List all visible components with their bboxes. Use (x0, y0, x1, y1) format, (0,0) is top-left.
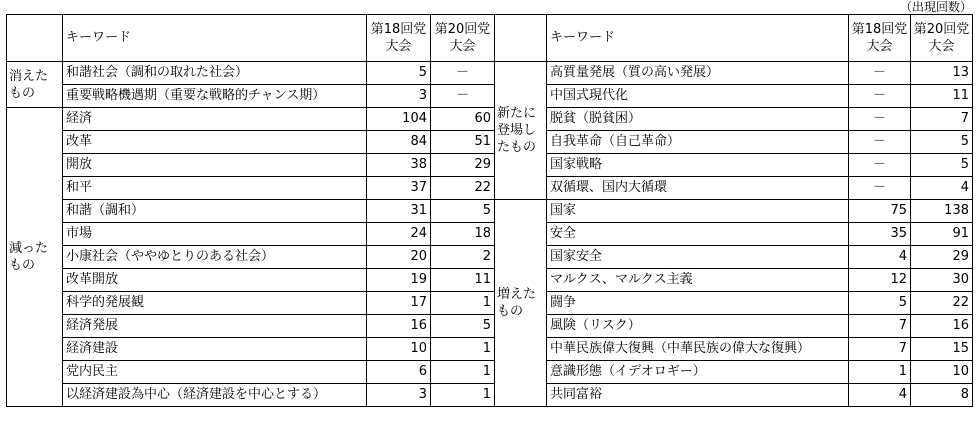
group-label-increased: 増えたもの (495, 200, 547, 407)
count-18th-cell: － (849, 62, 911, 85)
header-keyword-left: キーワード (63, 15, 367, 62)
keyword-cell: 高質量発展（質の高い発展） (547, 62, 849, 85)
keyword-cell: 以経済建設為中心（経済建設を中心とする） (63, 384, 367, 407)
count-20th-cell: 18 (431, 223, 495, 246)
keyword-cell: 安全 (547, 223, 849, 246)
count-20th-cell: 30 (911, 269, 973, 292)
unit-label: （出現回数） (899, 0, 972, 14)
table-row (7, 62, 973, 85)
header-group-left (7, 15, 63, 62)
count-18th-cell: 24 (367, 223, 431, 246)
count-20th-cell: 22 (911, 292, 973, 315)
keyword-cell: 開放 (63, 154, 367, 177)
keyword-cell: 闘争 (547, 292, 849, 315)
table-row (7, 315, 973, 338)
count-18th-cell: 6 (367, 361, 431, 384)
table-body (7, 62, 973, 407)
table-row (7, 361, 973, 384)
count-20th-cell: 11 (911, 85, 973, 108)
count-20th-cell: 60 (431, 108, 495, 131)
keyword-cell: 経済 (63, 108, 367, 131)
header-col20-right: 第20回党大会 (911, 15, 973, 62)
count-20th-cell: 1 (431, 292, 495, 315)
keyword-cell: 中国式現代化 (547, 85, 849, 108)
count-20th-cell: 22 (431, 177, 495, 200)
count-18th-cell: 31 (367, 200, 431, 223)
count-18th-cell: 16 (367, 315, 431, 338)
keyword-cell: 小康社会（ややゆとりのある社会） (63, 246, 367, 269)
keyword-cell: 和諧社会（調和の取れた社会） (63, 62, 367, 85)
keyword-cell: 国家戦略 (547, 154, 849, 177)
table-row (7, 269, 973, 292)
keyword-cell: 市場 (63, 223, 367, 246)
keyword-cell: 意識形態（イデオロギー） (547, 361, 849, 384)
table-row (7, 223, 973, 246)
table-row (7, 131, 973, 154)
count-20th-cell: 29 (911, 246, 973, 269)
count-20th-cell: 2 (431, 246, 495, 269)
header-keyword-right: キーワード (547, 15, 849, 62)
count-18th-cell: 4 (849, 246, 911, 269)
keyword-cell: 国家安全 (547, 246, 849, 269)
count-20th-cell: 16 (911, 315, 973, 338)
keyword-cell: 和平 (63, 177, 367, 200)
count-18th-cell: 3 (367, 85, 431, 108)
count-20th-cell: 5 (911, 154, 973, 177)
count-18th-cell: 10 (367, 338, 431, 361)
count-18th-cell: 35 (849, 223, 911, 246)
keyword-comparison-table (6, 14, 973, 407)
count-20th-cell: 8 (911, 384, 973, 407)
keyword-cell: 経済建設 (63, 338, 367, 361)
keyword-cell: 経済発展 (63, 315, 367, 338)
count-18th-cell: 7 (849, 338, 911, 361)
count-20th-cell: 4 (911, 177, 973, 200)
count-18th-cell: 104 (367, 108, 431, 131)
count-18th-cell: 1 (849, 361, 911, 384)
count-18th-cell: － (849, 85, 911, 108)
keyword-cell: 改革 (63, 131, 367, 154)
keyword-cell: 自我革命（自己革命） (547, 131, 849, 154)
count-18th-cell: 4 (849, 384, 911, 407)
group-label-new: 新たに登場したもの (495, 62, 547, 200)
table-row (7, 292, 973, 315)
count-18th-cell: － (849, 131, 911, 154)
header-col18-right: 第18回党大会 (849, 15, 911, 62)
count-20th-cell: 51 (431, 131, 495, 154)
count-20th-cell: 13 (911, 62, 973, 85)
count-18th-cell: 5 (849, 292, 911, 315)
keyword-cell: 中華民族偉大復興（中華民族の偉大な復興） (547, 338, 849, 361)
count-20th-cell: 7 (911, 108, 973, 131)
count-20th-cell: － (431, 85, 495, 108)
count-18th-cell: 7 (849, 315, 911, 338)
keyword-cell: 和諧（調和） (63, 200, 367, 223)
table-row (7, 154, 973, 177)
table-row (7, 177, 973, 200)
keyword-cell: 国家 (547, 200, 849, 223)
count-18th-cell: 20 (367, 246, 431, 269)
keyword-cell: 風険（リスク） (547, 315, 849, 338)
count-18th-cell: － (849, 177, 911, 200)
count-18th-cell: 75 (849, 200, 911, 223)
table-row (7, 85, 973, 108)
count-18th-cell: － (849, 108, 911, 131)
count-20th-cell: 10 (911, 361, 973, 384)
keyword-cell: 双循環、国内大循環 (547, 177, 849, 200)
keyword-cell: 脱貧（脱貧困） (547, 108, 849, 131)
count-20th-cell: 5 (431, 315, 495, 338)
table-row (7, 384, 973, 407)
count-20th-cell: 91 (911, 223, 973, 246)
count-18th-cell: 17 (367, 292, 431, 315)
count-18th-cell: 19 (367, 269, 431, 292)
count-20th-cell: 138 (911, 200, 973, 223)
keyword-cell: 科学的発展観 (63, 292, 367, 315)
count-20th-cell: 1 (431, 361, 495, 384)
count-20th-cell: 29 (431, 154, 495, 177)
count-20th-cell: 1 (431, 384, 495, 407)
count-18th-cell: 12 (849, 269, 911, 292)
header-col18-left: 第18回党大会 (367, 15, 431, 62)
table-row (7, 246, 973, 269)
table-row (7, 108, 973, 131)
count-18th-cell: 37 (367, 177, 431, 200)
count-20th-cell: 5 (911, 131, 973, 154)
count-18th-cell: 5 (367, 62, 431, 85)
keyword-cell: 党内民主 (63, 361, 367, 384)
count-20th-cell: 5 (431, 200, 495, 223)
keyword-cell: 共同富裕 (547, 384, 849, 407)
keyword-cell: 改革開放 (63, 269, 367, 292)
count-18th-cell: 84 (367, 131, 431, 154)
keyword-cell: マルクス、マルクス主義 (547, 269, 849, 292)
header-row (7, 15, 973, 62)
keyword-cell: 重要戦略機遇期（重要な戦略的チャンス期） (63, 85, 367, 108)
count-18th-cell: 3 (367, 384, 431, 407)
header-col20-left: 第20回党大会 (431, 15, 495, 62)
count-18th-cell: － (849, 154, 911, 177)
header-group-right (495, 15, 547, 62)
table-row (7, 338, 973, 361)
count-20th-cell: 11 (431, 269, 495, 292)
count-18th-cell: 38 (367, 154, 431, 177)
table-row (7, 200, 973, 223)
count-20th-cell: 1 (431, 338, 495, 361)
group-label-disappeared: 消えたもの (7, 62, 63, 108)
count-20th-cell: 15 (911, 338, 973, 361)
count-20th-cell: － (431, 62, 495, 85)
group-label-decreased: 減ったもの (7, 108, 63, 407)
